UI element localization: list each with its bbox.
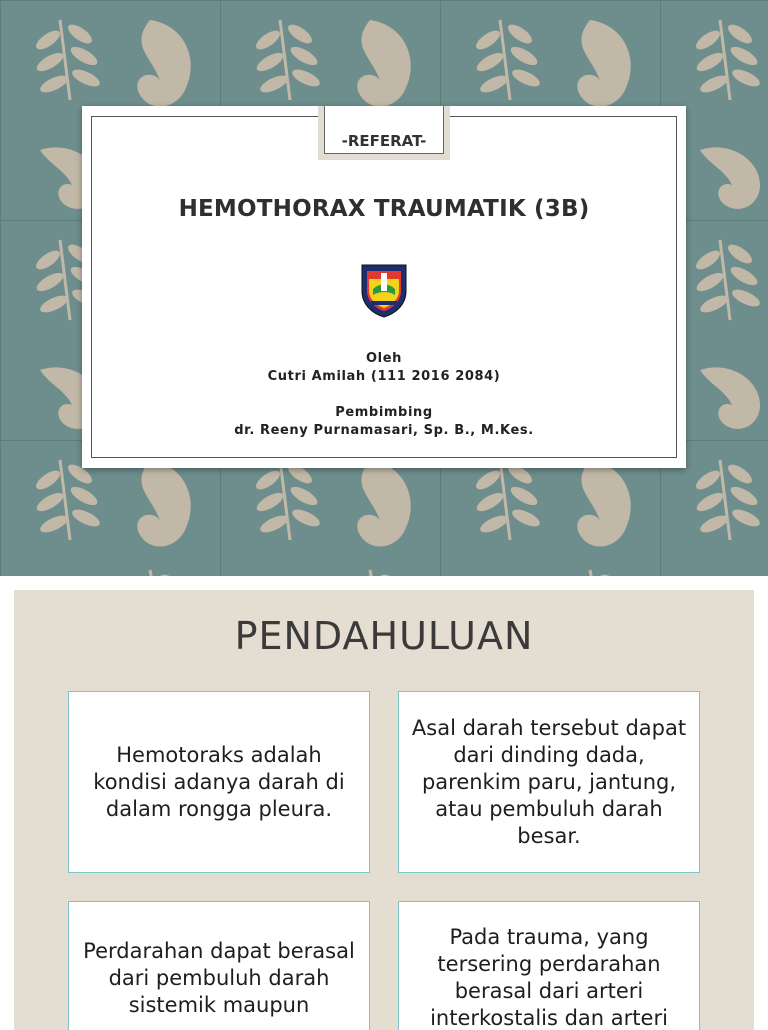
university-crest-icon <box>359 261 409 319</box>
slide-heading: PENDAHULUAN <box>234 614 534 658</box>
author-name: Cutri Amilah (111 2016 2084) <box>267 369 501 384</box>
supervisor-label: Pembimbing <box>335 405 433 420</box>
content-box-2 <box>398 691 700 873</box>
author-label: Oleh <box>366 351 402 366</box>
content-box-4 <box>398 901 700 1030</box>
author-block <box>82 350 686 440</box>
content-box-2-text: Asal darah tersebut dapat dari dinding dada, parenkim paru, jantung, atau pembuluh darah besar. <box>411 715 687 848</box>
referat-tag <box>318 106 450 160</box>
supervisor-name: dr. Reeny Purnamasari, Sp. B., M.Kes. <box>234 423 534 438</box>
content-box-1 <box>68 691 370 873</box>
content-box-3 <box>68 901 370 1030</box>
title-card <box>82 106 686 468</box>
content-box-4-text: Pada trauma, yang tersering perdarahan berasal dari arteri interkostalis dan arteri <box>430 925 668 1030</box>
content-box-3-text: Perdarahan dapat berasal dari pembuluh darah sistemik maupun <box>83 939 355 1017</box>
referat-tag-label: -REFERAT- <box>341 132 427 150</box>
slide-title: HEMOTHORAX TRAUMATIK (3B) <box>178 196 590 222</box>
content-box-1-text: Hemotoraks adalah kondisi adanya darah di dalam rongga pleura. <box>93 742 345 821</box>
introduction-slide <box>14 590 754 1030</box>
